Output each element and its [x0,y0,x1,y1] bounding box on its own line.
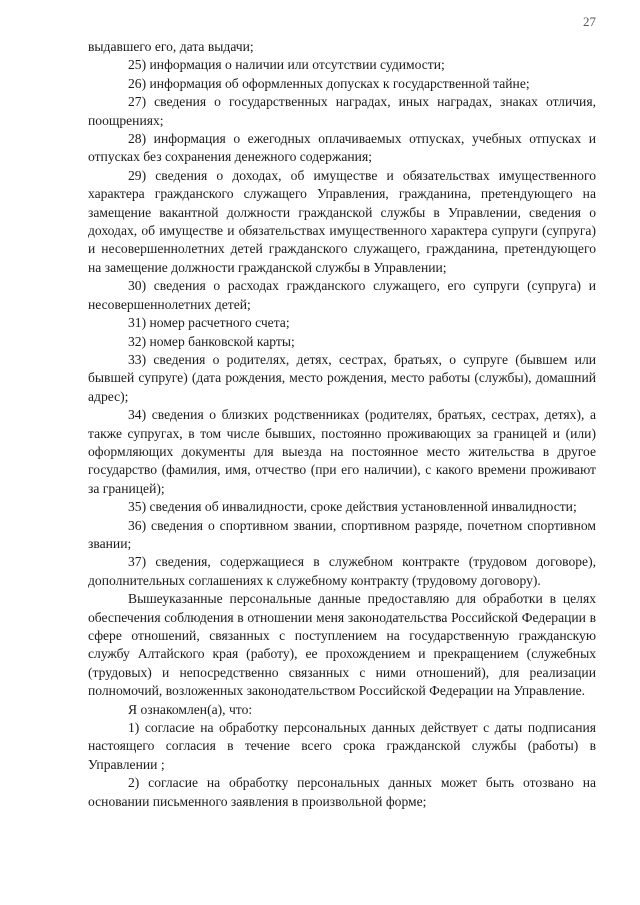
paragraph: 26) информация об оформленных допусках к государственной тайне; [128,75,530,91]
paragraph: 29) сведения о доходах, об имуществе и обязательствах имущественного характера гражданского служащего Управления, гражданина, претендующего на замещение вакантной должности гражданской службы в Управлении, сведения о доходах, об имуществе и обязательствах имущественного характера супруги (супруга) и несовершеннолетних детей гражданского служащего, гражданина, претендующего на замещение должности гражданской службы в Управлении; [88,167,596,275]
paragraph: выдавшего его, дата выдачи; [88,39,254,54]
paragraph: 27) сведения о государственных наградах, иных наградах, знаках отличия, поощрениях; [88,94,596,128]
paragraph: 30) сведения о расходах гражданского служащего, его супруги (супруга) и несовершеннолетних детей; [88,278,596,312]
paragraph: Вышеуказанные персональные данные предоставляю для обработки в целях обеспечения соблюдения в отношении меня законодательства Российской Федерации в сфере отношений, связанных с поступлением на государственную гражданскую службу Алтайского края (работу), ее прохождением и прекращением (служебных (трудовых) и непосредственно связанных с ними отношений), для реализации полномочий, возложенных законодательством Российской Федерации на Управление. [88,591,596,699]
paragraph: Я ознакомлен(а), что: [128,701,253,717]
paragraph: 28) информация о ежегодных оплачиваемых отпусках, учебных отпусках и отпусках без сохранения денежного содержания; [88,131,596,165]
paragraph: 37) сведения, содержащиеся в служебном контракте (трудовом договоре), дополнительных соглашениях к служебному контракту (трудовому договору). [88,554,596,588]
paragraph: 31) номер расчетного счета; [128,315,290,331]
paragraph: 2) согласие на обработку персональных данных может быть отозвано на основании письменного заявления в произвольной форме; [88,775,596,809]
paragraph: 35) сведения об инвалидности, сроке действия установленной инвалидности; [128,499,577,515]
document-body [88,38,596,811]
paragraph: 1) согласие на обработку персональных данных действует с даты подписания настоящего согласия в течение всего срока гражданской службы (работы) в Управлении ; [88,720,596,772]
paragraph: 25) информация о наличии или отсутствии судимости; [128,57,445,73]
page-number: 27 [583,14,596,29]
paragraph: 36) сведения о спортивном звании, спортивном разряде, почетном спортивном звании; [88,517,596,551]
paragraph: 33) сведения о родителях, детях, сестрах, братьях, о супруге (бывшем или бывшей супруге) (дата рождения, место рождения, место работы (службы), домашний адрес); [88,351,596,404]
paragraph: 32) номер банковской карты; [128,333,295,349]
paragraph: 34) сведения о близких родственниках (родителях, братьях, сестрах, детях), а также супругах, в том числе бывших, постоянно проживающих за границей и (или) оформляющих документы для выезда на постоянное место жительства в другое государство (фамилия, имя, отчество (при его наличии), с какого времени проживают за границей); [88,407,596,496]
